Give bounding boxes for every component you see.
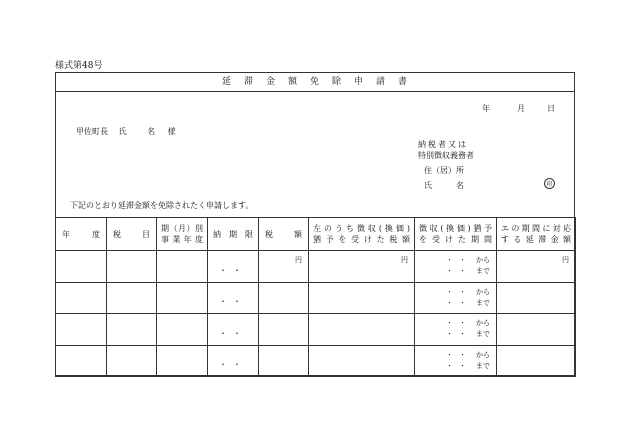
cell-withheld-amount[interactable] xyxy=(309,345,415,377)
seal-mark: 印 xyxy=(544,178,555,189)
cell-grace-period[interactable]: ・・ から ・・ まで xyxy=(415,282,497,314)
cell-year[interactable] xyxy=(56,314,107,346)
cell-withheld-amount[interactable]: 円 xyxy=(309,251,415,283)
applicant-role-line1: 納税者又は xyxy=(418,140,468,149)
cell-grace-period[interactable]: ・・ から ・・ まで xyxy=(415,314,497,346)
header-withheld-amount: 左のうち徴収(換価) 猶予を受けた税額 xyxy=(309,218,415,251)
form-title: 延滞金額免除申請書 xyxy=(55,72,575,92)
header-arrears-amount: エの期間に対応 する延滞金額 xyxy=(497,218,576,251)
cell-withheld-amount[interactable] xyxy=(309,314,415,346)
applicant-address-label: 住（居）所 xyxy=(424,166,464,175)
addressee xyxy=(76,126,176,137)
header-grace-period: 徴収(換価)猶予 を受けた期間 xyxy=(415,218,497,251)
cell-arrears-amount[interactable] xyxy=(497,345,576,377)
cell-grace-period[interactable]: ・・ から ・・ まで xyxy=(415,251,497,283)
header-period: 期（月）別 事業年度 xyxy=(157,218,208,251)
cell-period[interactable] xyxy=(157,345,208,377)
form-number: 様式第48号 xyxy=(55,61,103,71)
table-row xyxy=(56,282,576,314)
applicant-role-line2: 特別徴収義務者 xyxy=(418,151,474,160)
cell-arrears-amount[interactable] xyxy=(497,314,576,346)
cell-deadline[interactable]: ・・ xyxy=(208,251,259,283)
application-table xyxy=(55,217,576,377)
cell-tax-item[interactable] xyxy=(107,251,157,283)
cell-arrears-amount[interactable] xyxy=(497,282,576,314)
cell-tax-item[interactable] xyxy=(107,345,157,377)
addressee-name-label-2: 名 xyxy=(147,127,156,136)
cell-withheld-amount[interactable] xyxy=(309,282,415,314)
cell-tax-item[interactable] xyxy=(107,314,157,346)
table-row xyxy=(56,345,576,377)
header-tax-item: 税 目 xyxy=(107,218,157,251)
date-day-label: 日 xyxy=(547,104,555,113)
cell-year[interactable] xyxy=(56,251,107,283)
cell-tax-amount[interactable] xyxy=(259,282,309,314)
cell-period[interactable] xyxy=(157,282,208,314)
date-month-label: 月 xyxy=(517,104,525,113)
cell-tax-amount[interactable]: 円 xyxy=(259,251,309,283)
table-row xyxy=(56,251,576,283)
table-row xyxy=(56,314,576,346)
cell-tax-amount[interactable] xyxy=(259,314,309,346)
table-header-row xyxy=(56,218,576,251)
header-year: 年 度 xyxy=(56,218,107,251)
addressee-name-label: 氏 xyxy=(118,127,127,136)
addressee-org: 甲佐町長 xyxy=(76,127,108,136)
cell-arrears-amount[interactable]: 円 xyxy=(497,251,576,283)
cell-period[interactable] xyxy=(157,314,208,346)
cell-deadline[interactable]: ・・ xyxy=(208,345,259,377)
cell-tax-amount[interactable] xyxy=(259,345,309,377)
cell-year[interactable] xyxy=(56,282,107,314)
header-deadline: 納 期 限 xyxy=(208,218,259,251)
addressee-suffix: 様 xyxy=(167,127,176,136)
cell-period[interactable] xyxy=(157,251,208,283)
cell-year[interactable] xyxy=(56,345,107,377)
cell-deadline[interactable]: ・・ xyxy=(208,314,259,346)
applicant-name-label: 氏 名 xyxy=(424,181,464,190)
cell-grace-period[interactable]: ・・ から ・・ まで xyxy=(415,345,497,377)
application-statement: 下記のとおり延滞金額を免除されたく申請します。 xyxy=(70,201,254,210)
header-tax-amount: 税 額 xyxy=(259,218,309,251)
cell-deadline[interactable]: ・・ xyxy=(208,282,259,314)
cell-tax-item[interactable] xyxy=(107,282,157,314)
date-year-label: 年 xyxy=(482,104,490,113)
